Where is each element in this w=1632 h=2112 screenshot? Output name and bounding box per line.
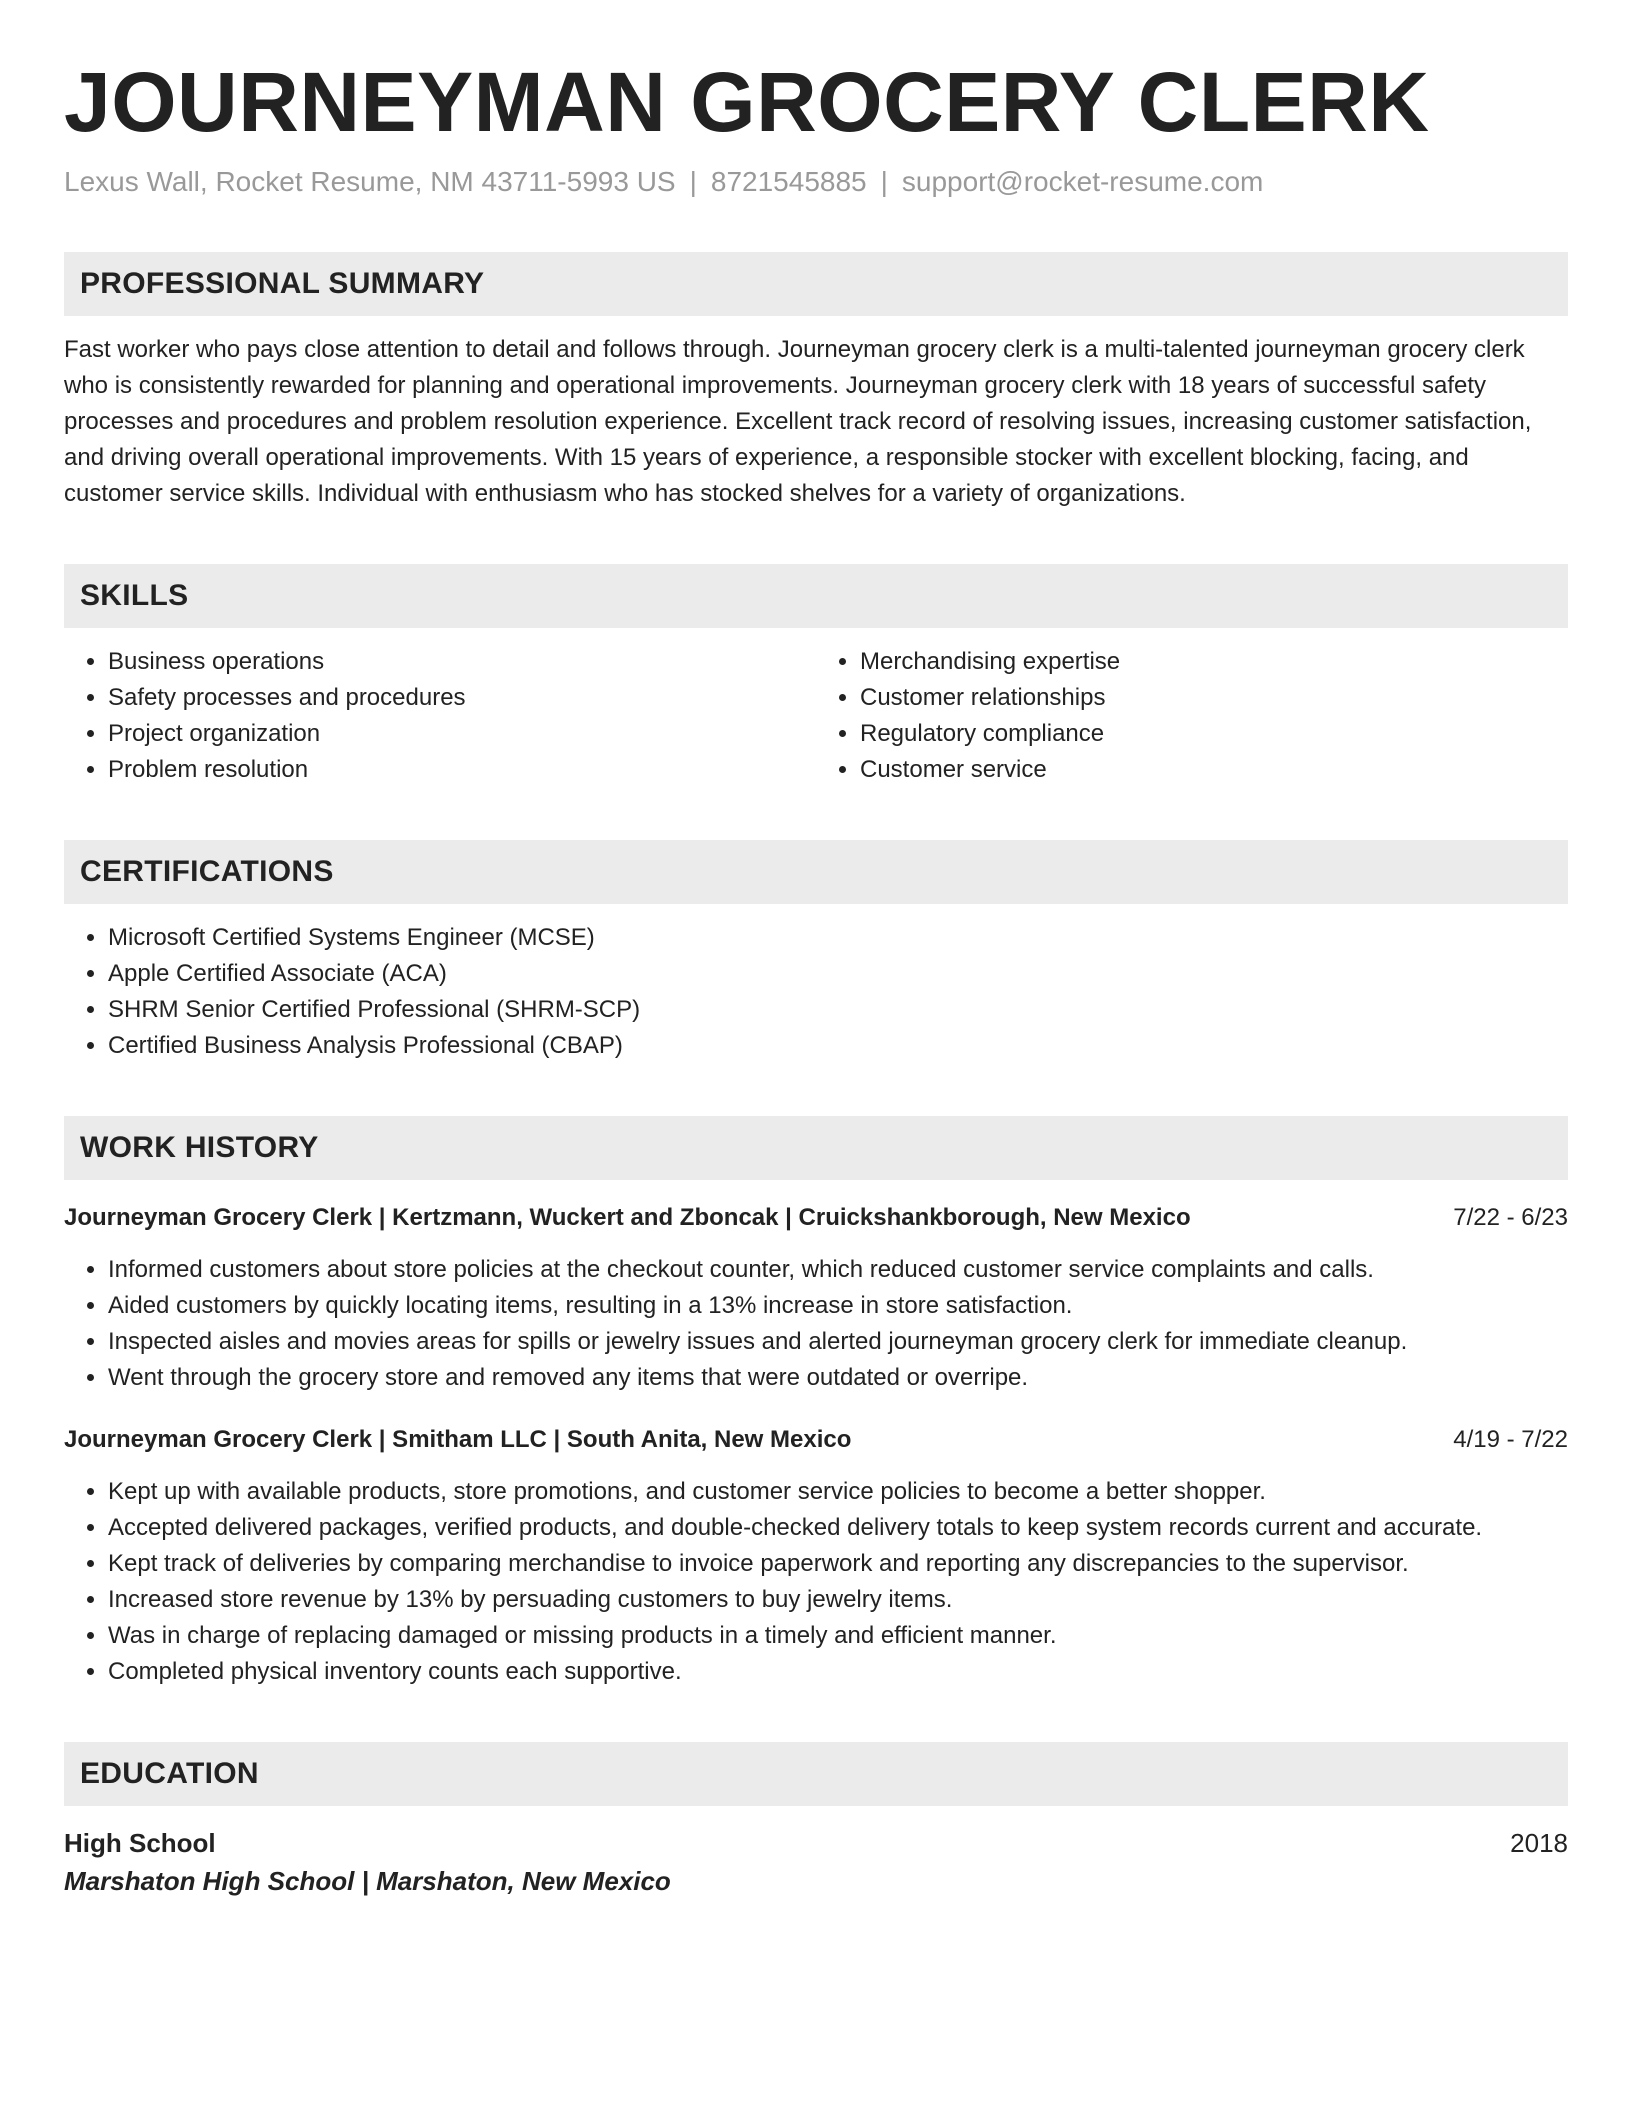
job-bullet: • Kept up with available products, store promotions, and customer service policies to become a better shopper. — [108, 1474, 1568, 1510]
skill-item: • Customer service — [860, 752, 1568, 788]
job-bullets — [64, 1252, 1568, 1396]
job-bullet: • Completed physical inventory counts each supportive. — [108, 1654, 1568, 1690]
contact-email: support@rocket-resume.com — [901, 166, 1264, 197]
summary-section-header — [64, 252, 1568, 316]
contact-phone: 8721545885 — [710, 166, 867, 197]
education-header — [64, 1824, 1568, 1862]
contact-separator: | — [689, 166, 697, 197]
job-bullet: • Increased store revenue by 13% by persuading customers to buy jewelry items. — [108, 1582, 1568, 1618]
certification-item: • Microsoft Certified Systems Engineer (MCSE) — [108, 920, 1568, 956]
job-bullet: • Informed customers about store policies at the checkout counter, which reduced customer service complaints and calls. — [108, 1252, 1568, 1288]
job-bullet: • Was in charge of replacing damaged or missing products in a timely and efficient manner. — [108, 1618, 1568, 1654]
job-header — [64, 1200, 1568, 1236]
education-section-header — [64, 1742, 1568, 1806]
work-section-header — [64, 1116, 1568, 1180]
skills-list-left — [64, 644, 816, 788]
job-title: Journeyman Grocery Clerk | Smitham LLC | South Anita, New Mexico — [64, 1426, 852, 1453]
job-bullet: • Kept track of deliveries by comparing merchandise to invoice paperwork and reporting any discrepancies to the supervisor. — [108, 1546, 1568, 1582]
certification-item: • Apple Certified Associate (ACA) — [108, 956, 1568, 992]
job-entry — [64, 1200, 1568, 1396]
skills-heading: SKILLS — [80, 579, 189, 612]
candidate-name: JOURNEYMAN GROCERY CLERK — [64, 55, 1430, 149]
skills-list-right — [816, 644, 1568, 788]
summary-heading: PROFESSIONAL SUMMARY — [80, 267, 485, 300]
certifications-section-header — [64, 840, 1568, 904]
skill-item: • Project organization — [108, 716, 816, 752]
certification-item: • SHRM Senior Certified Professional (SHRM-SCP) — [108, 992, 1568, 1028]
job-bullets — [64, 1474, 1568, 1690]
education-school: Marshaton High School | Marshaton, New Mexico — [64, 1866, 671, 1896]
skills-grid — [64, 628, 1568, 788]
skill-item: • Regulatory compliance — [860, 716, 1568, 752]
job-bullet: • Aided customers by quickly locating items, resulting in a 13% increase in store satisfaction. — [108, 1288, 1568, 1324]
certifications-list — [64, 920, 1568, 1064]
job-dates: 7/22 - 6/23 — [1453, 1204, 1568, 1231]
job-bullet: • Inspected aisles and movies areas for spills or jewelry issues and alerted journeyman grocery clerk for immediate cleanup. — [108, 1324, 1568, 1360]
contact-separator: | — [880, 166, 888, 197]
skill-item: • Customer relationships — [860, 680, 1568, 716]
contact-address: Lexus Wall, Rocket Resume, NM 43711-5993 US — [64, 166, 676, 197]
summary-text: Fast worker who pays close attention to detail and follows through. Journeyman grocery clerk is a multi-talented journeyman grocery clerk who is consistently rewarded for planning and operational improvements. Journeyman grocery clerk with 18 years of successful safety processes and procedures and problem resolution experience. Excellent track record of resolving issues, increasing customer satisfaction, and driving overall operational improvements. With 15 years of experience, a responsible stocker with excellent blocking, facing, and customer service skills. Individual with enthusiasm who has stocked shelves for a variety of organizations. — [64, 336, 1532, 507]
skill-item: • Business operations — [108, 644, 816, 680]
job-header — [64, 1422, 1568, 1458]
job-dates: 4/19 - 7/22 — [1453, 1426, 1568, 1453]
skill-item: • Problem resolution — [108, 752, 816, 788]
job-title: Journeyman Grocery Clerk | Kertzmann, Wuckert and Zboncak | Cruickshankborough, New Mexico — [64, 1204, 1191, 1231]
education-heading: EDUCATION — [80, 1757, 259, 1790]
job-bullet: • Accepted delivered packages, verified products, and double-checked delivery totals to keep system records current and accurate. — [108, 1510, 1568, 1546]
work-heading: WORK HISTORY — [80, 1131, 319, 1164]
education-degree: High School — [64, 1828, 216, 1858]
education-year: 2018 — [1510, 1828, 1568, 1858]
contact-line — [64, 164, 1568, 200]
certifications-heading: CERTIFICATIONS — [80, 855, 334, 888]
skill-item: • Merchandising expertise — [860, 644, 1568, 680]
skills-section-header — [64, 564, 1568, 628]
job-bullet: • Went through the grocery store and removed any items that were outdated or overripe. — [108, 1360, 1568, 1396]
job-entry — [64, 1422, 1568, 1690]
certification-item: • Certified Business Analysis Professional (CBAP) — [108, 1028, 1568, 1064]
skill-item: • Safety processes and procedures — [108, 680, 816, 716]
